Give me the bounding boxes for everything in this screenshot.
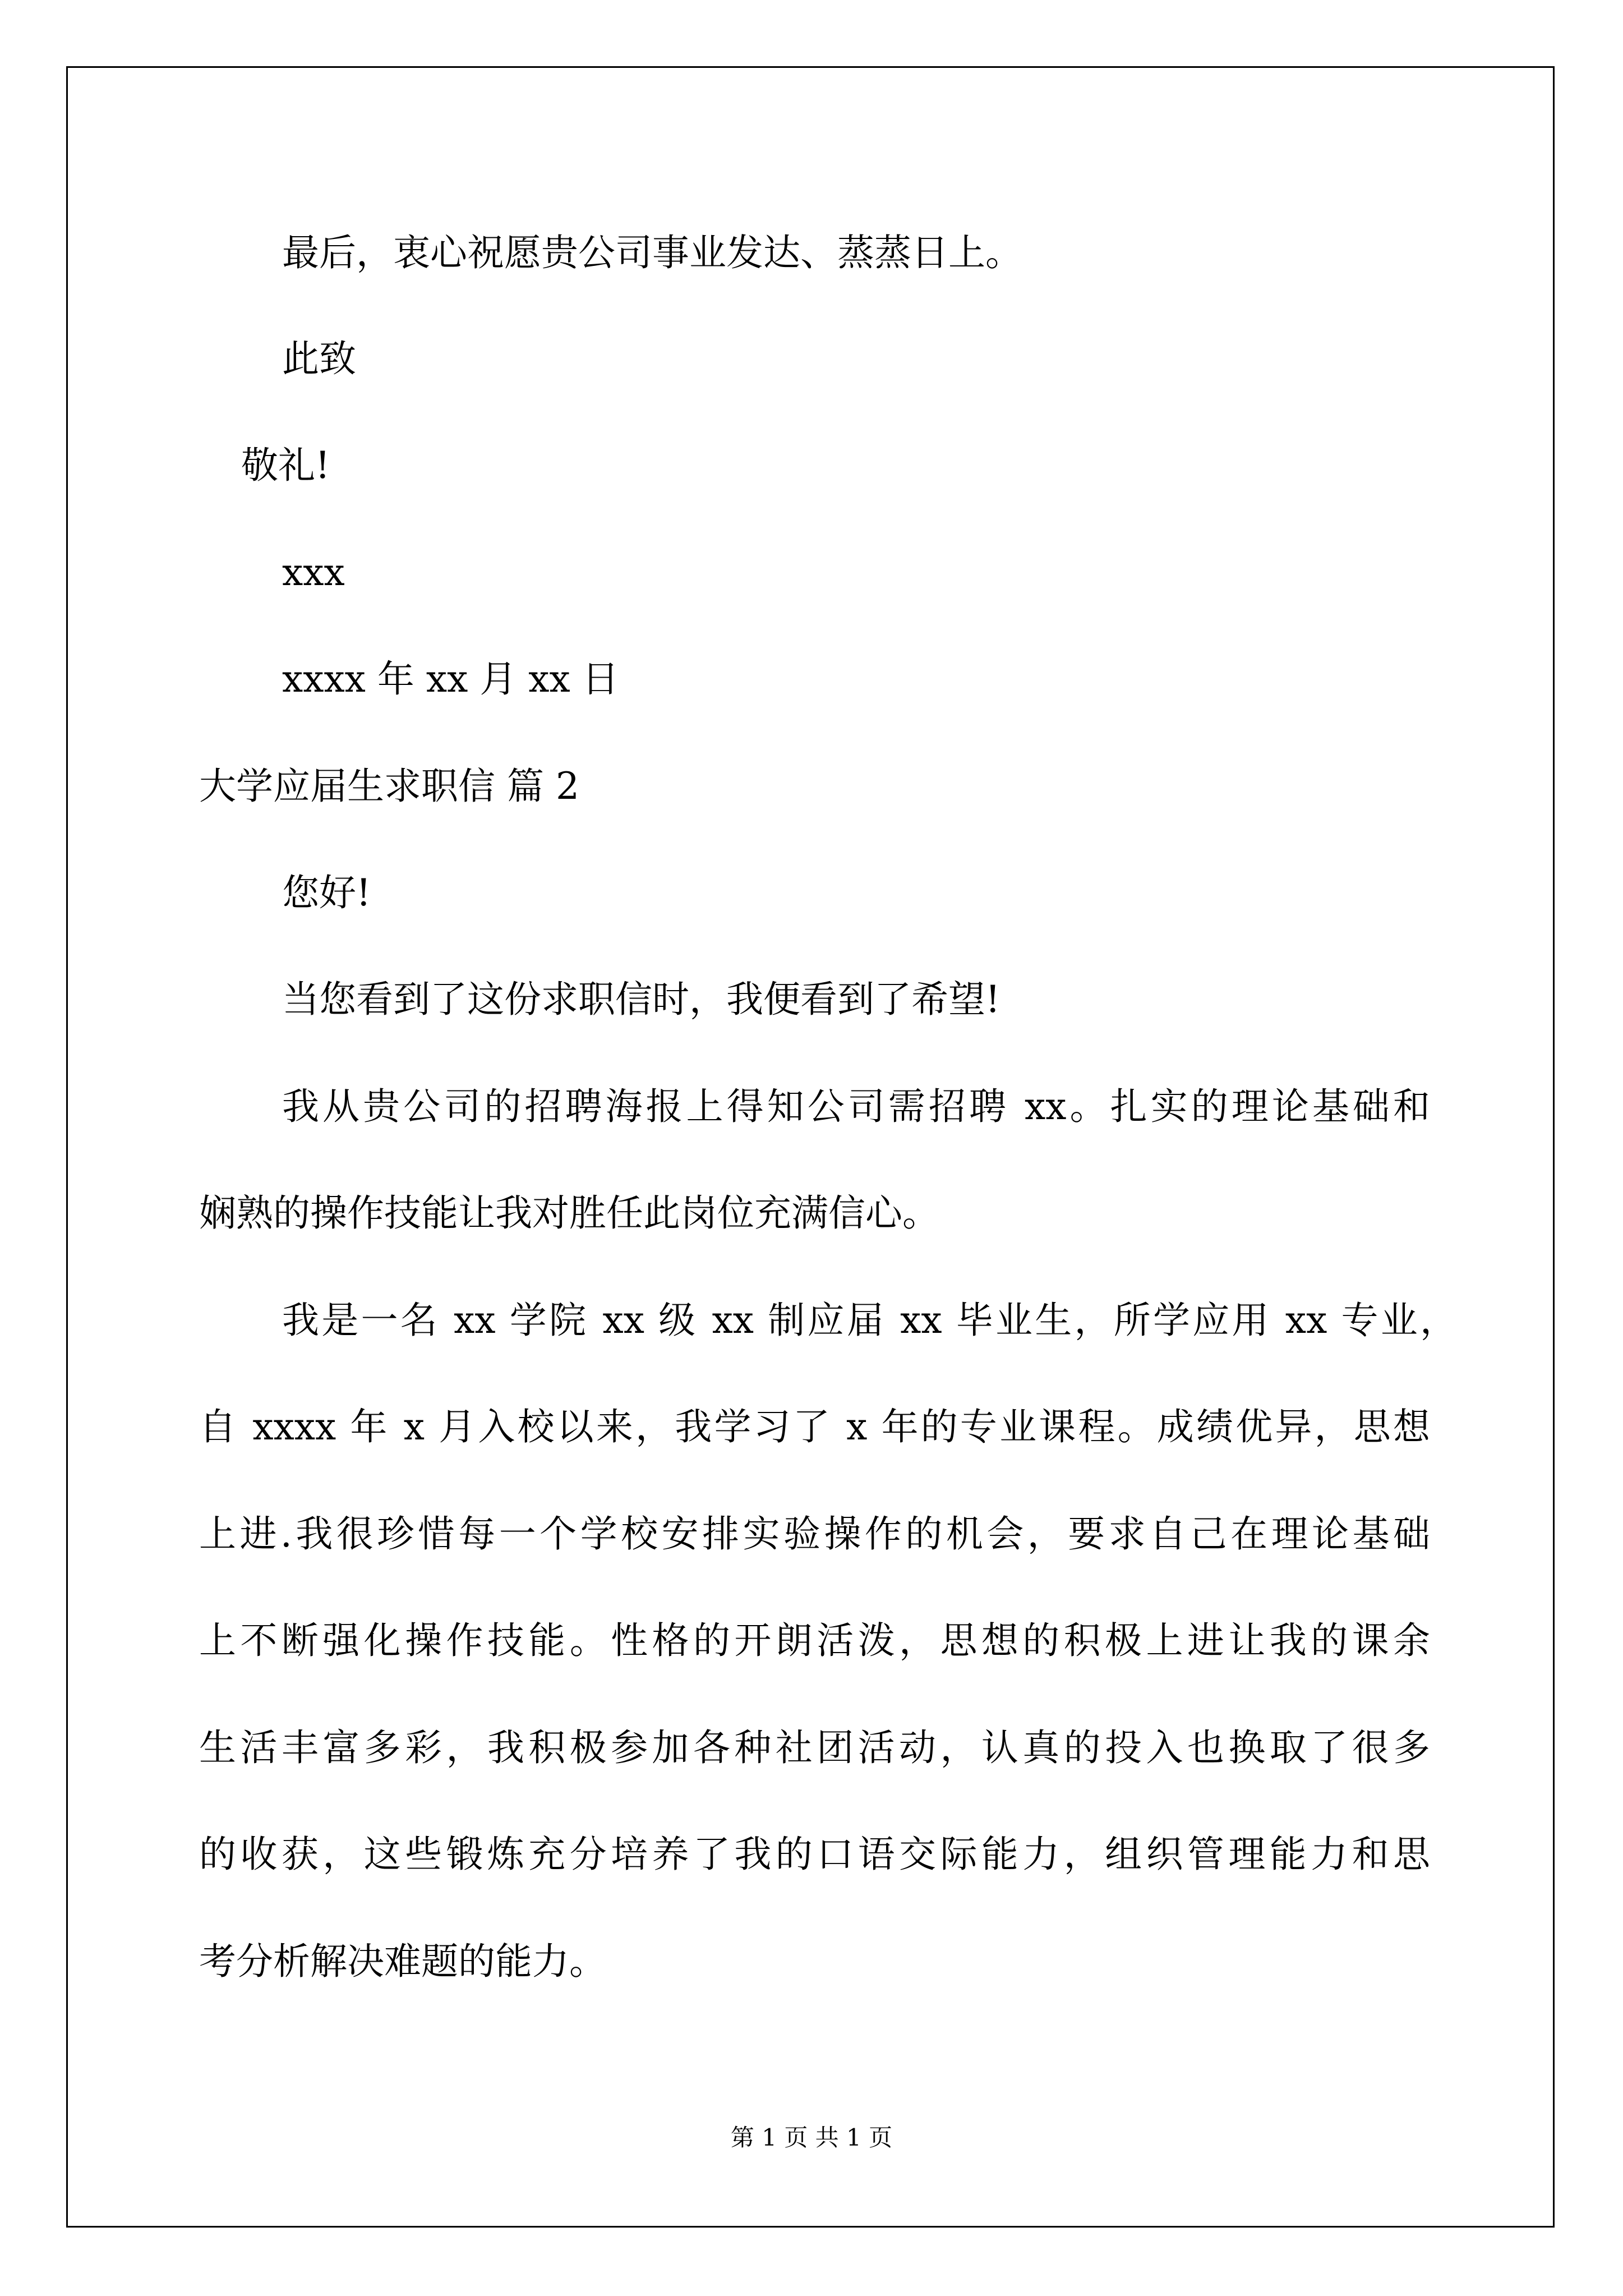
paragraph-line: 我从贵公司的招聘海报上得知公司需招聘 xx。扎实的理论基础和 (282, 1085, 1430, 1128)
signature-date: xxxx 年 xx 月 xx 日 (282, 657, 619, 701)
page-footer: 第 1 页 共 1 页 (730, 2124, 893, 2151)
paragraph-line: 我是一名 xx 学院 xx 级 xx 制应届 xx 毕业生，所学应用 xx 专业， (282, 1299, 1457, 1342)
salutation-cizhi: 此致 (282, 337, 356, 380)
paragraph-line: 生活丰富多彩，我积极参加各种社团活动，认真的投入也换取了很多 (199, 1726, 1430, 1769)
section-heading: 大学应届生求职信 篇 2 (199, 765, 579, 808)
page-border (66, 66, 1555, 2228)
greeting: 您好! (282, 871, 371, 914)
paragraph-line: 考分析解决难题的能力。 (199, 1940, 606, 1983)
paragraph-line: 上进.我很珍惜每一个学校安排实验操作的机会，要求自己在理论基础 (199, 1512, 1430, 1556)
paragraph-line: 自 xxxx 年 x 月入校以来，我学习了 x 年的专业课程。成绩优异，思想 (199, 1405, 1430, 1448)
paragraph-line: 当您看到了这份求职信时，我便看到了希望! (282, 978, 1000, 1021)
signature-name: xxx (282, 551, 345, 594)
paragraph-line: 上不断强化操作技能。性格的开朗活泼，思想的积极上进让我的课余 (199, 1619, 1430, 1662)
salutation-jingli: 敬礼! (241, 444, 330, 487)
paragraph-line: 娴熟的操作技能让我对胜任此岗位充满信心。 (199, 1191, 939, 1235)
paragraph-line: 的收获，这些锻炼充分培养了我的口语交际能力，组织管理能力和思 (199, 1833, 1430, 1876)
closing-wish: 最后，衷心祝愿贵公司事业发达、蒸蒸日上。 (282, 231, 1022, 274)
